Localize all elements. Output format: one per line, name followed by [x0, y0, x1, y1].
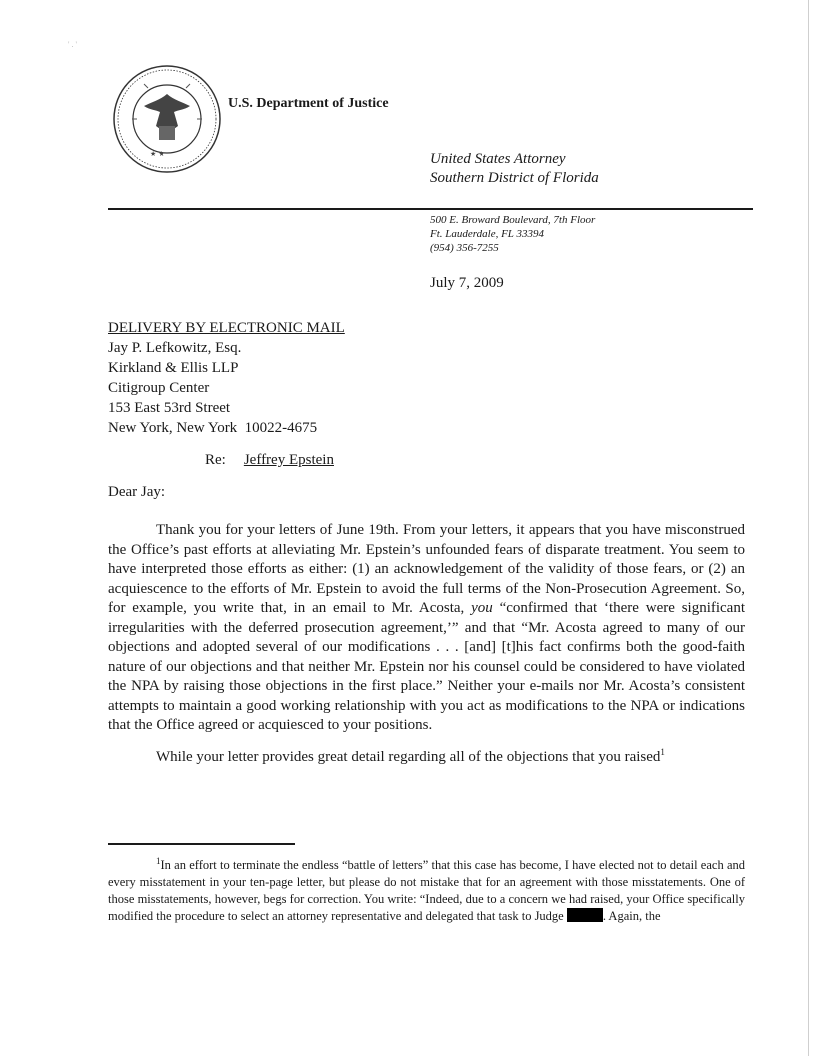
address-phone: (954) 356-7255 [430, 242, 499, 254]
footnote [108, 857, 745, 925]
delivery-method: DELIVERY BY ELECTRONIC MAIL [108, 320, 345, 336]
re-subject: Jeffrey Epstein [243, 452, 334, 468]
body-paragraph-2: While your letter provides great detail regarding all of the objections that you raised$^1$ [156, 746, 665, 765]
footnote-number: 1 [156, 855, 161, 866]
footnote-text-end: . Again, the [602, 909, 661, 923]
recipient-street: 153 East 53rd Street [108, 400, 231, 416]
recipient-city: New York, New York 10022-4675 [108, 420, 318, 436]
office-address [430, 213, 595, 255]
letter-date: July 7, 2009 [430, 275, 504, 291]
recipient-building: Citigroup Center [108, 380, 210, 396]
doj-seal-icon [112, 64, 222, 174]
re-label: Re: [205, 452, 226, 468]
office-title: United States Attorney [430, 151, 566, 167]
letterhead-divider [108, 208, 753, 210]
address-street: 500 E. Broward Boulevard, 7th Floor [430, 214, 596, 226]
salutation: Dear Jay: [108, 484, 166, 500]
re-line [205, 452, 334, 469]
emphasis-you: you [471, 600, 493, 616]
scan-artifact: ' . ' [68, 40, 77, 49]
office-district: Southern District of Florida [430, 170, 599, 186]
recipient-firm: Kirkland & Ellis LLP [108, 360, 239, 376]
recipient-block [108, 318, 345, 438]
footnote-ref: 1 [660, 746, 665, 757]
address-city: Ft. Lauderdale, FL 33394 [430, 228, 544, 240]
office-block [430, 150, 599, 188]
department-name: U.S. Department of Justice [228, 96, 389, 111]
page-edge-shadow [808, 0, 809, 1056]
recipient-name: Jay P. Lefkowitz, Esq. [108, 340, 242, 356]
letter-body [108, 521, 745, 779]
footnote-divider [108, 843, 295, 845]
body-paragraph-1: Thank you for your letters of June 19th. From your letters, it appears that you have misconstrued the Office’s past efforts at alleviating Mr. Epstein’s unfounded fears of disparate treatment. You seem to have interpreted those efforts as either: (1) an acknowledgement of the validity of those fears, or (2) an acquiescence to the efforts of Mr. Epstein to avoid the full terms of the Non-Prosecution Agreement. So, for example, you write that, in an email to Mr. Acosta, you “confirmed that ‘there were significant irregularities with the deferred prosecution agreement,’” and that “Mr. Acosta agreed to many of our objections and adopted several of our modifications . . . [and] [t]his fact confirms both the good-faith nature of our objections and that neither Mr. Epstein nor his counsel could be considered to have violated the NPA by raising those objections in the first place.” Neither your e-mails nor Mr. Acosta’s consistent attempts to maintain a good working relationship with you act as modifications to the NPA or indications that the Office agreed or acquiesced to your positions. [108, 522, 746, 733]
svg-text:★ ★: ★ ★ [150, 150, 165, 158]
redaction-block [567, 908, 603, 922]
footnote-text: In an effort to terminate the endless “battle of letters” that this case has become, I have elected not to detail each and every misstatement in your ten-page letter, but please do not mistake that for an agreement with those misstatements. One of those misstatements, however, begs for correction. You write: “Indeed, due to a concern we had raised, your Office specifically modified the procedure to select an attorney representative and delegated that task to Judge [108, 858, 745, 923]
